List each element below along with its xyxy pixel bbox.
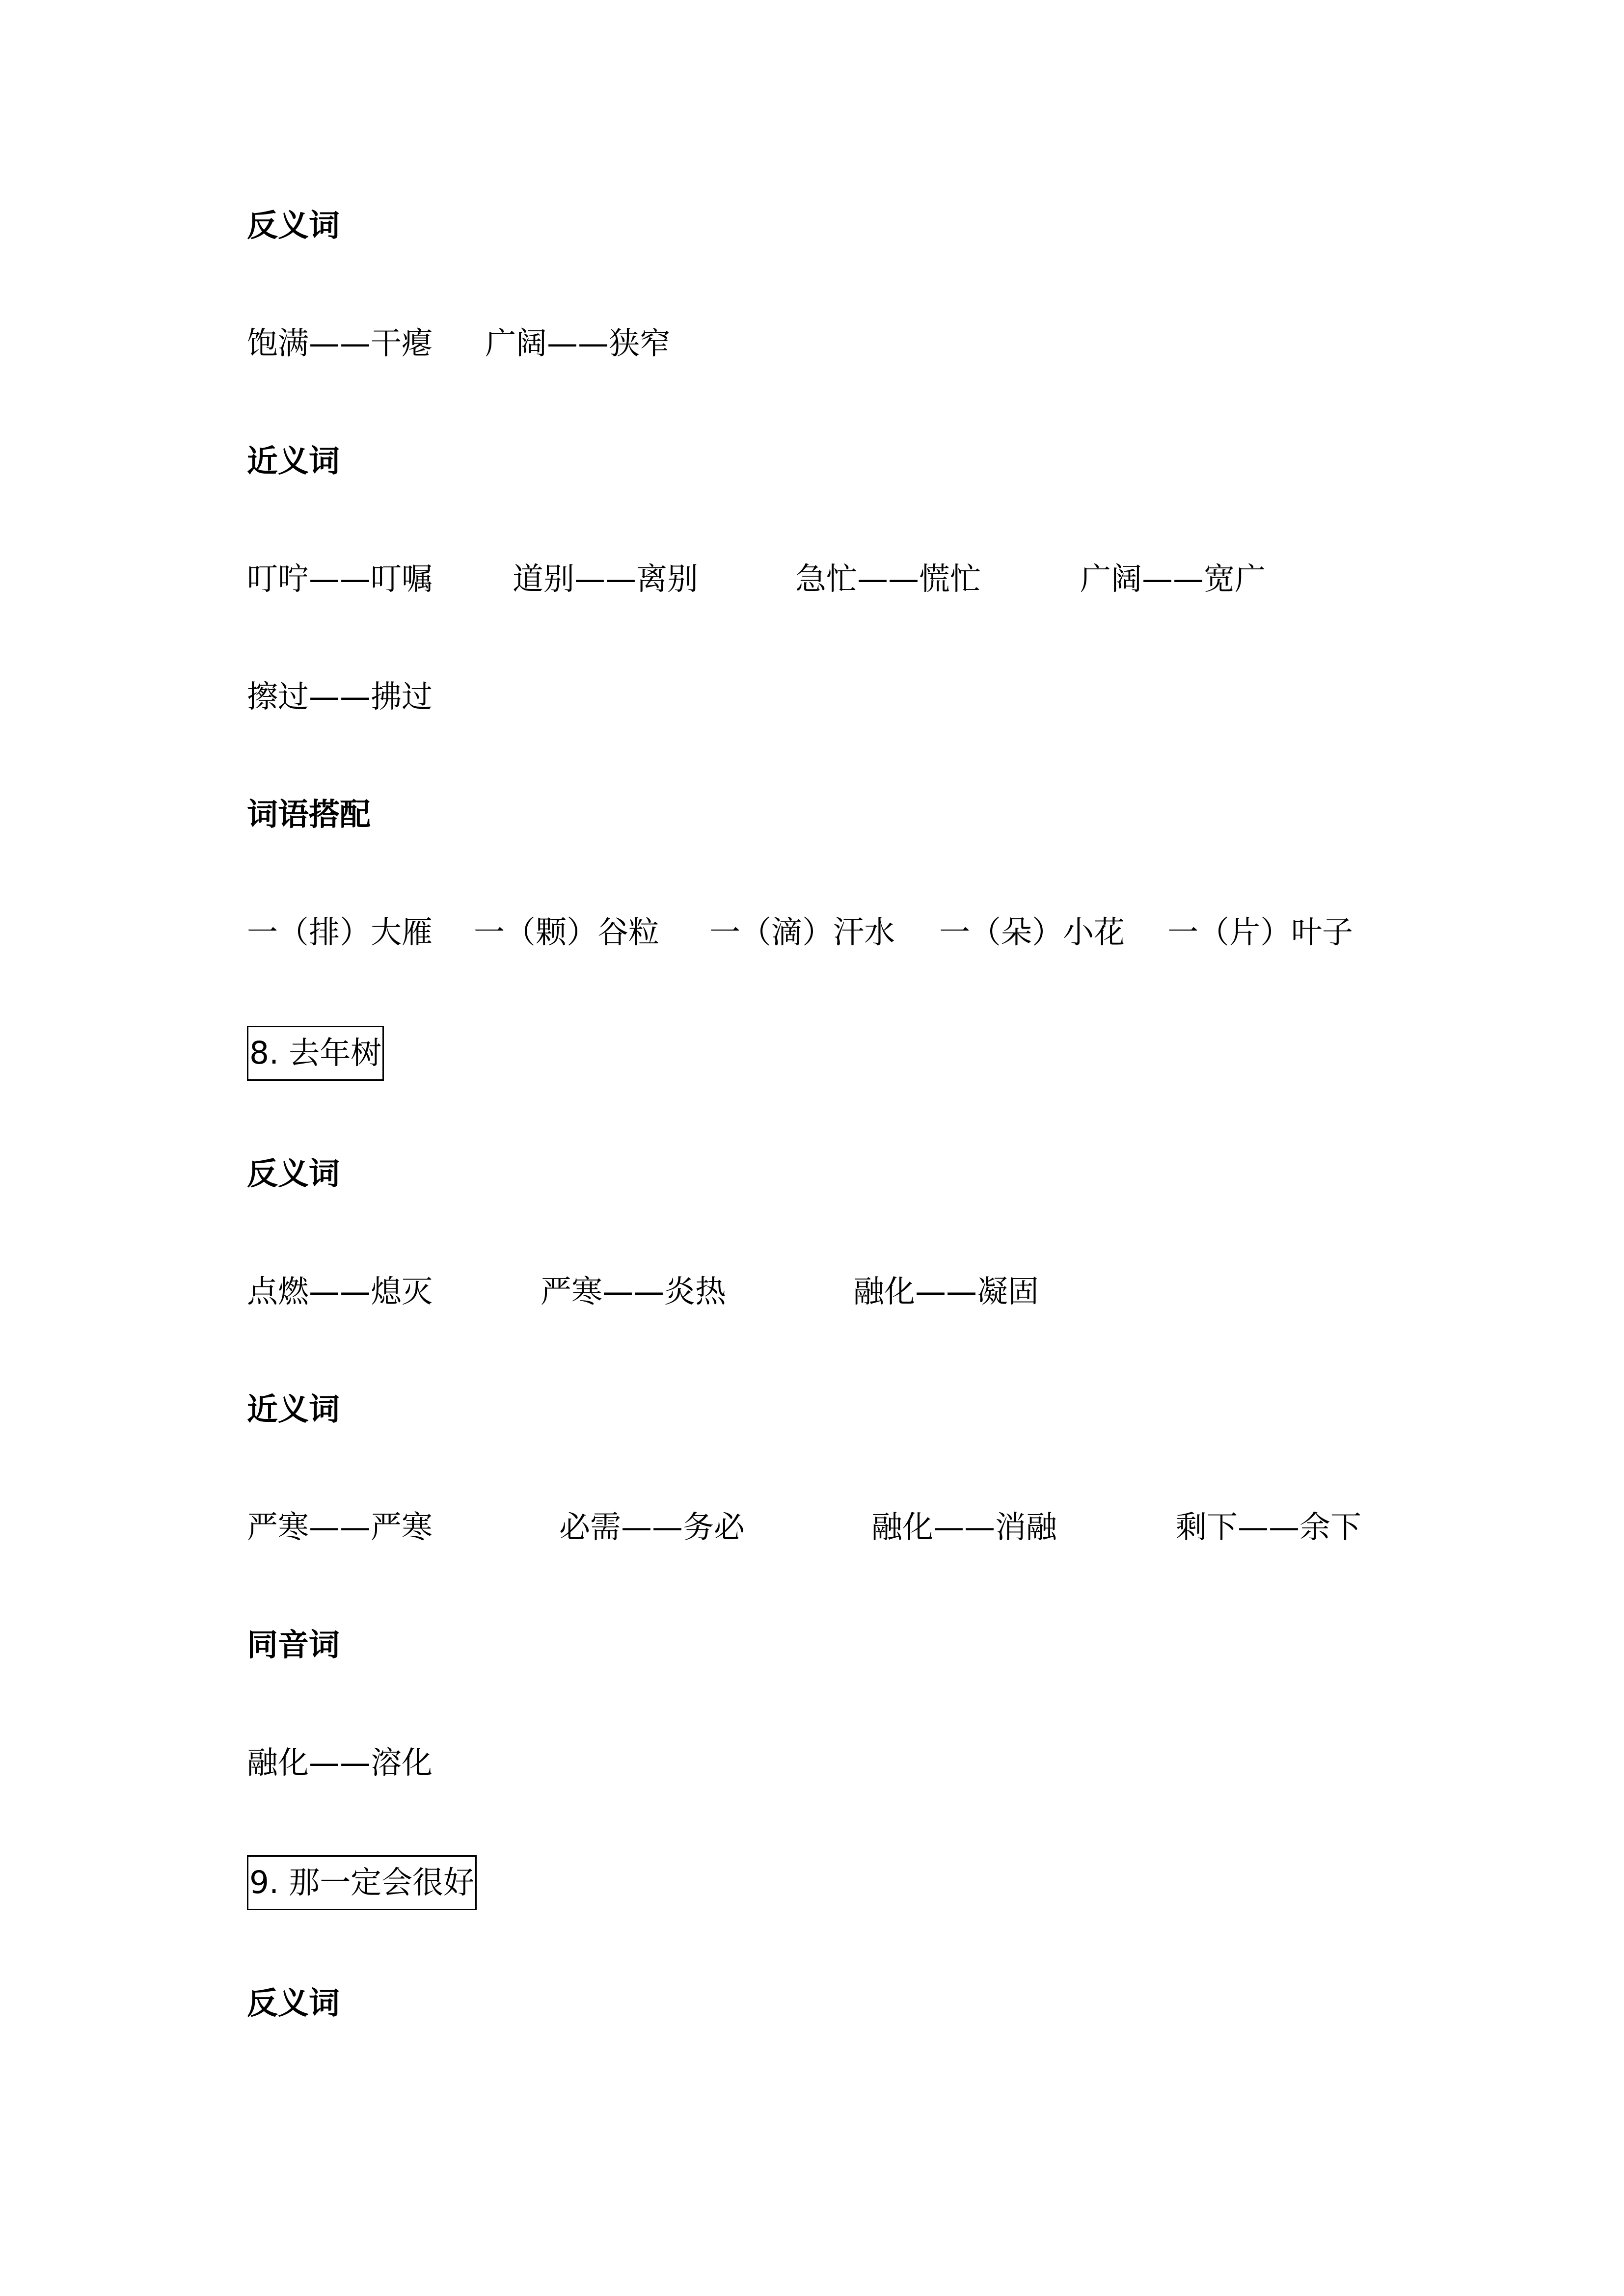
word-pair: 点燃——熄灭	[247, 1274, 433, 1309]
word-pair: 广阔——宽广	[1080, 561, 1266, 597]
word-pair: 融化——溶化	[247, 1745, 433, 1781]
collocation-item: 一（片）叶子	[1167, 914, 1353, 950]
word-pair: 剩下——余下	[1176, 1509, 1361, 1545]
lesson-title: 9. 那一定会很好	[247, 1855, 477, 1910]
word-pair: 饱满——干瘪	[247, 325, 433, 361]
homophones-heading: 同音词	[247, 1627, 340, 1663]
word-pair: 融化——消融	[871, 1509, 1057, 1545]
word-pair: 叮咛——叮嘱	[247, 561, 433, 597]
word-pair: 急忙——慌忙	[795, 561, 981, 597]
synonyms-heading: 近义词	[247, 1391, 340, 1427]
word-pair: 广阔——狭窄	[485, 325, 671, 361]
word-pair: 融化——凝固	[853, 1274, 1039, 1309]
collocation-heading: 词语搭配	[247, 797, 371, 832]
antonyms-heading: 反义词	[247, 1156, 340, 1192]
word-pair: 必需——务必	[559, 1509, 745, 1545]
collocation-item: 一（滴）汗水	[709, 914, 895, 950]
lesson-title: 8. 去年树	[247, 1026, 384, 1081]
antonyms-heading: 反义词	[247, 1985, 340, 2021]
word-pair: 严寒——严寒	[247, 1509, 433, 1545]
collocation-item: 一（颗）谷粒	[474, 914, 659, 950]
word-pair: 道别——离别	[513, 561, 698, 597]
antonyms-heading: 反义词	[247, 208, 340, 243]
collocation-item: 一（排）大雁	[247, 914, 433, 950]
collocation-item: 一（朵）小花	[939, 914, 1125, 950]
word-pair: 严寒——炎热	[541, 1274, 726, 1309]
word-pair: 擦过——拂过	[247, 679, 433, 715]
synonyms-heading: 近义词	[247, 443, 340, 479]
